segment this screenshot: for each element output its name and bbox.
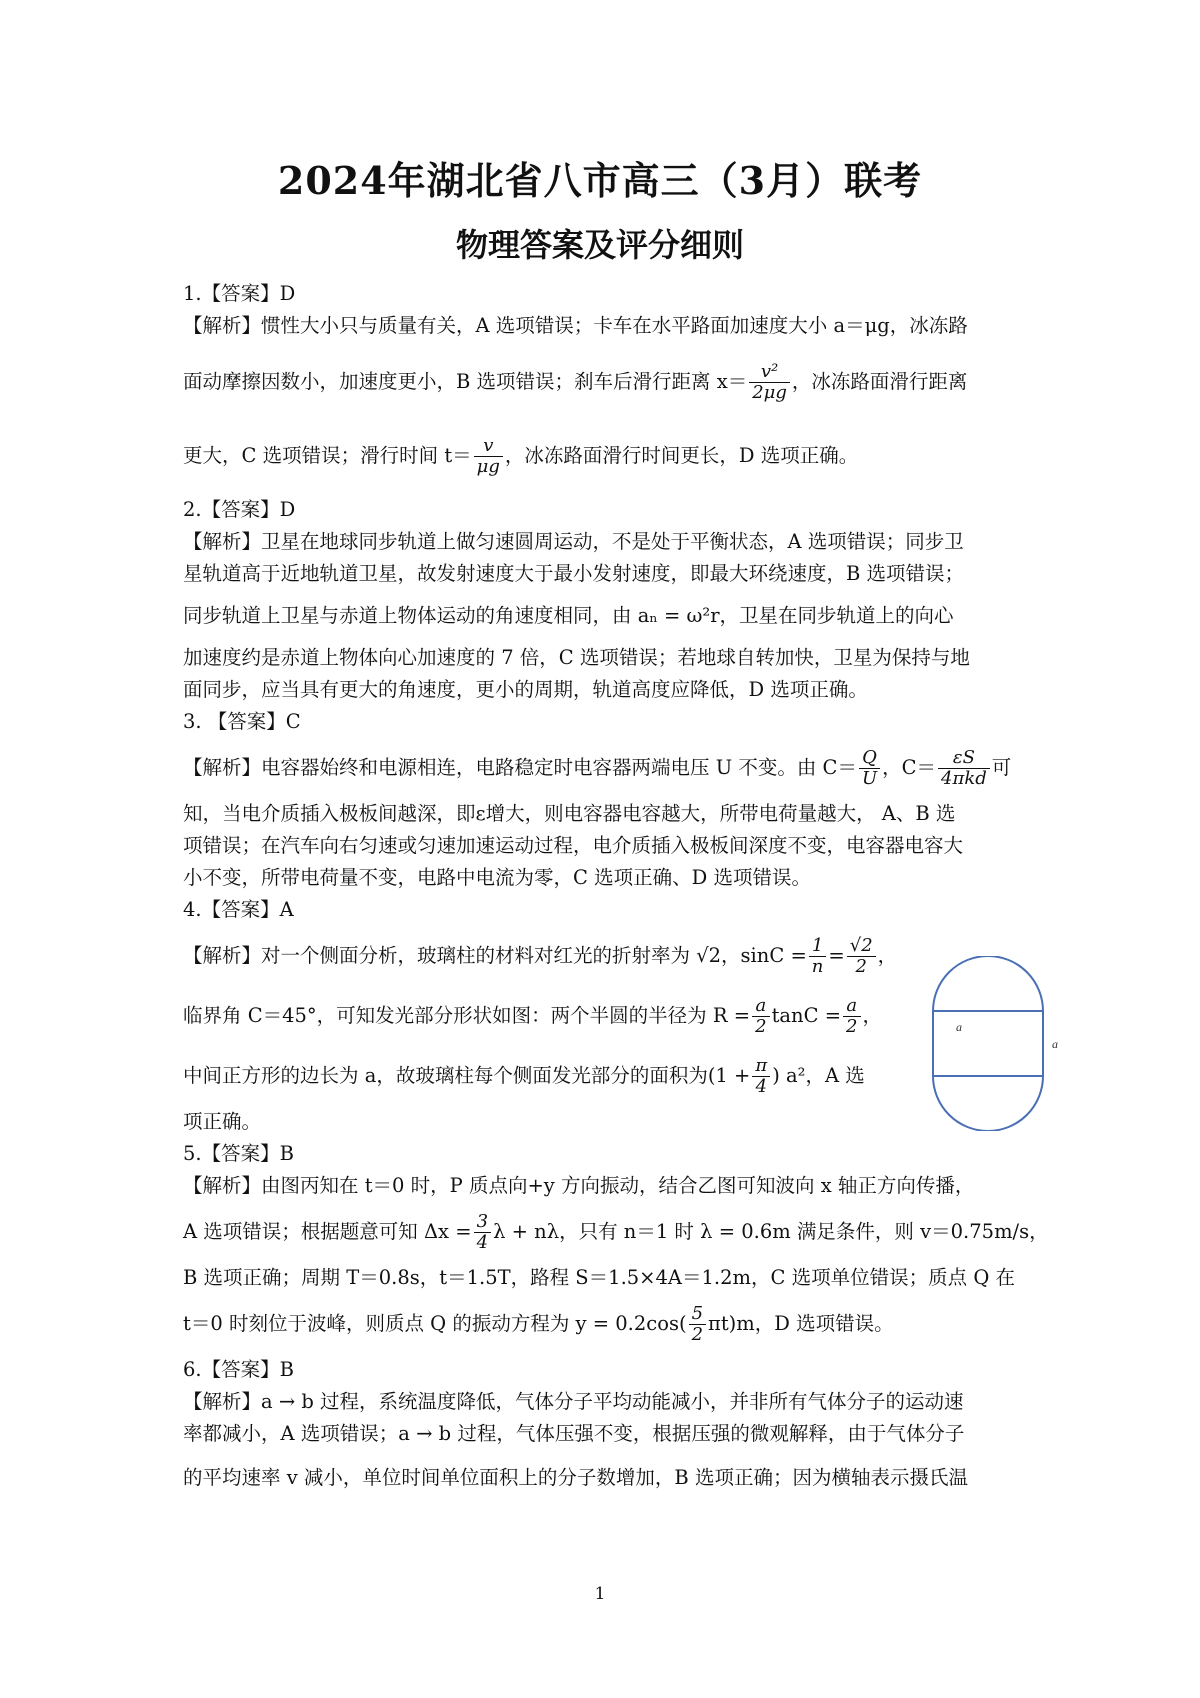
glass-column-diagram — [928, 956, 1058, 1131]
q3-answer: 3. 【答案】C — [183, 710, 301, 733]
denominator: μg — [476, 456, 500, 477]
numerator: √2 — [847, 936, 876, 957]
q2-line: 星轨道高于近地轨道卫星，故发射速度大于最小发射速度，即最大环绕速度，B 选项错误； — [183, 562, 965, 585]
fraction — [689, 1304, 706, 1345]
q5-text: λ + nλ，只有 n＝1 时 λ = 0.6m 满足条件，则 v＝0.75m/s， — [493, 1220, 1049, 1243]
q4-text: tanC = — [771, 1004, 842, 1027]
q4-text: 【解析】对一个侧面分析，玻璃柱的材料对红光的折射率为 √2，sinC = — [183, 944, 807, 967]
fraction — [809, 936, 827, 977]
numerator: a — [752, 996, 769, 1017]
denominator: 2 — [691, 1324, 704, 1345]
denominator: n — [811, 956, 824, 977]
q4-text: ) a²，A 选 — [772, 1064, 865, 1087]
q3-text: ，C＝ — [882, 756, 937, 779]
page-number: 1 — [594, 1584, 606, 1604]
fraction — [859, 748, 880, 789]
q4-line — [183, 926, 903, 986]
fraction — [752, 1056, 770, 1097]
numerator: v — [474, 436, 503, 457]
q3-line: 项错误；在汽车向右匀速或匀速加速运动过程，电介质插入极板间深度不变，电容器电容大 — [183, 834, 964, 857]
q5-text: t＝0 时刻位于波峰，则质点 Q 的振动方程为 y = 0.2cos( — [183, 1312, 687, 1335]
denominator: 4πkd — [941, 768, 987, 789]
numerator: v² — [749, 362, 790, 383]
fraction — [847, 936, 876, 977]
numerator: 5 — [689, 1304, 706, 1325]
q5-line — [183, 1202, 1049, 1262]
q5-line: 【解析】由图丙知在 t＝0 时，P 质点向+y 方向振动，结合乙图可知波向 x 轴正方向传播， — [183, 1174, 975, 1197]
numerator: εS — [938, 748, 990, 769]
q1-answer: 1.【答案】D — [183, 282, 296, 305]
q1-line — [183, 424, 1021, 488]
diagram-label-inner: a — [956, 1020, 962, 1034]
q1-text: 面动摩擦因数小，加速度更小，B 选项错误；刹车后滑行距离 x＝ — [183, 370, 748, 393]
q4-text: ， — [862, 1004, 883, 1027]
q4-text: 中间正方形的边长为 a，故玻璃柱每个侧面发光部分的面积为(1 + — [183, 1064, 751, 1087]
numerator: 1 — [809, 936, 827, 957]
fraction — [938, 748, 990, 789]
q5-line — [183, 1294, 1021, 1354]
q1-line — [183, 350, 1021, 414]
q2-line: 同步轨道上卫星与赤道上物体运动的角速度相同，由 aₙ = ω²r，卫星在同步轨道上的向心 — [183, 604, 954, 627]
q6-line: 【解析】a → b 过程，系统温度降低，气体分子平均动能减小，并非所有气体分子的运动速 — [183, 1390, 964, 1413]
page-subtitle: 物理答案及评分细则 — [455, 226, 744, 264]
q5-text: πt)m，D 选项错误。 — [708, 1312, 894, 1335]
diagram-label-side: a — [1052, 1037, 1058, 1051]
q1-text: 更大，C 选项错误；滑行时间 t＝ — [183, 444, 472, 467]
q2-line: 面同步，应当具有更大的角速度，更小的周期，轨道高度应降低，D 选项正确。 — [183, 678, 868, 701]
fraction — [843, 996, 860, 1037]
numerator: 3 — [474, 1212, 491, 1233]
numerator: a — [843, 996, 860, 1017]
q6-line: 的平均速率 v 减小，单位时间单位面积上的分子数增加，B 选项正确；因为横轴表示摄氏温 — [183, 1466, 968, 1489]
page-title: 2024年湖北省八市高三（3月）联考 — [277, 158, 923, 203]
q6-line: 率都减小，A 选项错误；a → b 过程，气体压强不变，根据压强的微观解释，由于气体分子 — [183, 1422, 965, 1445]
q2-line: 【解析】卫星在地球同步轨道上做匀速圆周运动，不是处于平衡状态，A 选项错误；同步卫 — [183, 530, 964, 553]
denominator: 4 — [476, 1232, 489, 1253]
q4-line — [183, 1046, 903, 1106]
fraction — [752, 996, 769, 1037]
q4-line — [183, 986, 903, 1046]
q3-line: 小不变，所带电荷量不变，电路中电流为零，C 选项正确、D 选项错误。 — [183, 866, 811, 889]
denominator: 4 — [755, 1076, 768, 1097]
numerator: π — [752, 1056, 770, 1077]
fraction — [474, 1212, 491, 1253]
q6-answer: 6.【答案】B — [183, 1358, 294, 1381]
q2-line: 加速度约是赤道上物体向心加速度的 7 倍，C 选项错误；若地球自转加快，卫星为保持与地 — [183, 646, 970, 669]
answer-body — [183, 278, 1049, 1494]
q5-line: B 选项正确；周期 T＝0.8s，t＝1.5T，路程 S＝1.5×4A＝1.2m，C 选项单位错误；质点 Q 在 — [183, 1266, 1016, 1289]
denominator: 2 — [846, 1016, 858, 1037]
fraction — [749, 362, 790, 403]
q5-answer: 5.【答案】B — [183, 1142, 294, 1165]
q2-answer: 2.【答案】D — [183, 498, 296, 521]
q3-text: 可 — [991, 756, 1012, 779]
q3-text: 【解析】电容器始终和电源相连，电路稳定时电容器两端电压 U 不变。由 C＝ — [183, 756, 857, 779]
denominator: 2 — [855, 956, 867, 977]
numerator: Q — [859, 748, 880, 769]
q3-line: 知，当电介质插入极板间越深，即ε增大，则电容器电容越大，所带电荷量越大， A、B 选 — [183, 802, 956, 825]
fraction — [474, 436, 503, 477]
q5-text: A 选项错误；根据题意可知 Δx = — [183, 1220, 472, 1243]
q1-text: ，冰冻路面滑行时间更长，D 选项正确。 — [504, 444, 859, 467]
q4-line: 项正确。 — [183, 1110, 262, 1133]
diagram-outline — [933, 956, 1043, 1131]
q1-text: ，冰冻路面滑行距离 — [791, 370, 968, 393]
q4-answer: 4.【答案】A — [183, 898, 294, 921]
q4-text: 临界角 C＝45°，可知发光部分形状如图：两个半圆的半径为 R = — [183, 1004, 751, 1027]
denominator: U — [861, 768, 878, 789]
q4-text: ， — [877, 944, 898, 967]
q3-line — [183, 738, 1021, 798]
denominator: 2 — [755, 1016, 767, 1037]
equals-sign: = — [828, 944, 845, 967]
denominator: 2μg — [752, 382, 787, 403]
q1-line: 【解析】惯性大小只与质量有关，A 选项错误；卡车在水平路面加速度大小 a＝μg，冰冻路 — [183, 314, 968, 337]
